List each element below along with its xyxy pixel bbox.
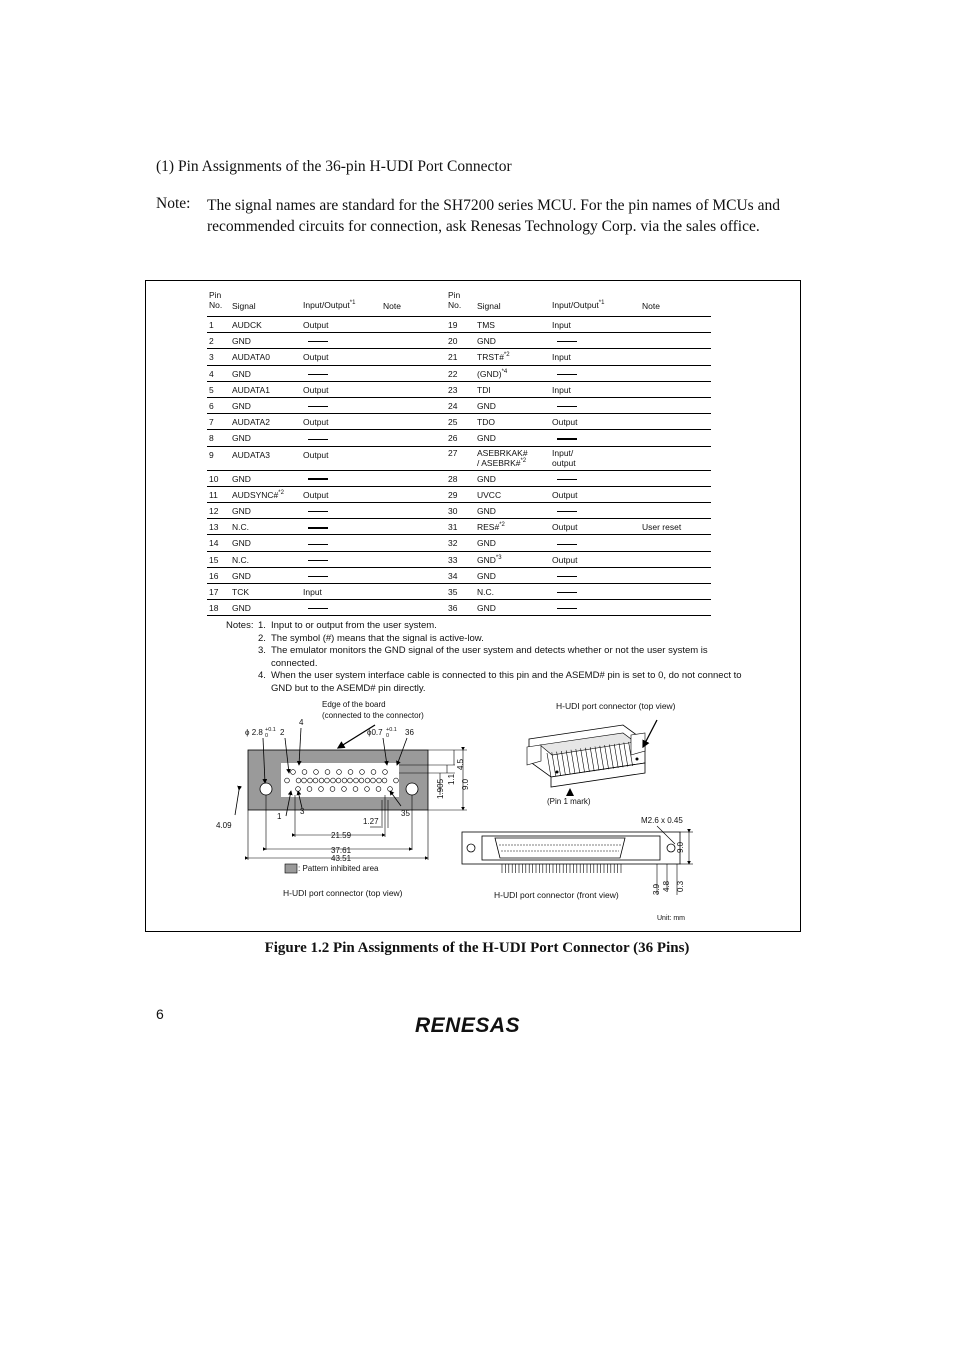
pin-io [557, 538, 577, 548]
pin-hole [360, 770, 365, 775]
pin-io: Output [303, 417, 329, 428]
pin-number: 29 [448, 489, 458, 500]
pin-number: 22 [448, 368, 458, 379]
pin-signal: RES#$^{*2}$ [477, 522, 505, 533]
pin-number: 31 [448, 522, 458, 533]
pin-io: Input/ output [552, 447, 576, 468]
pin-number: 4 [209, 368, 214, 379]
connector-diagram [145, 695, 801, 930]
pin-io: Output [552, 554, 578, 565]
pin-label-2: 2 [280, 728, 285, 737]
pin-signal: GND [232, 433, 251, 444]
pin-io [308, 571, 328, 581]
pin-signal: GND [477, 401, 496, 411]
table-row [207, 534, 466, 551]
edge-label-1: Edge of the board [322, 700, 386, 709]
pin-signal: TRST#$^{*2}$ [477, 352, 510, 363]
pin-signal: UVCC [477, 489, 502, 500]
pin-io [308, 522, 328, 532]
section-heading: (1) Pin Assignments of the 36-pin H-UDI Port Connector [156, 158, 512, 175]
table-row [207, 518, 466, 535]
pin-signal: GND [232, 570, 251, 581]
pin-number: 36 [448, 603, 458, 614]
pin-signal: GND [477, 506, 496, 516]
dim-4-5: 4.5 [456, 758, 465, 770]
note-item-1 [226, 620, 746, 633]
table-row [207, 583, 466, 600]
front-hole-right [667, 844, 675, 852]
pin-hole [285, 778, 290, 783]
pin-signal: GND [232, 473, 251, 484]
pin-io: Input [303, 587, 322, 597]
pin-signal: GND [232, 336, 251, 347]
pin-hole [382, 778, 387, 783]
table-row [446, 446, 711, 471]
pin-hole [371, 770, 376, 775]
pin-io: Output [303, 352, 329, 363]
table-row [207, 365, 466, 382]
front-hole-left [467, 844, 475, 852]
header-signal: Signal [477, 301, 501, 311]
pin-hole [376, 787, 381, 792]
pin-hole-diameter: ϕ0.7 [367, 728, 383, 737]
pin-label-36: 36 [405, 728, 414, 737]
dim-43-51: 43.51 [331, 854, 352, 863]
pin-io: Output [303, 384, 329, 395]
note-label: Note: [156, 195, 191, 212]
note-text-1: Input to or output from the user system. [271, 620, 437, 631]
pin-hole [319, 787, 324, 792]
front-dim-3-9: 3.9 [652, 883, 661, 895]
pin-signal: GND [477, 433, 496, 444]
pin-number: 7 [209, 417, 214, 428]
table-row [446, 534, 711, 551]
pin-label-1: 1 [277, 812, 282, 821]
front-dim-9-0: 9.0 [676, 841, 685, 853]
pin-number: 25 [448, 417, 458, 428]
note-item-4 [226, 670, 746, 695]
note-num: 3. [258, 645, 266, 656]
pin-io: Input [552, 384, 571, 395]
pin-signal: (GND)$^{*4}$ [477, 368, 508, 379]
pin-signal: GND [232, 538, 251, 549]
legend-label: : Pattern inhibited area [298, 864, 379, 873]
pin-number: 13 [209, 522, 219, 533]
pin-label-3: 3 [300, 807, 305, 816]
pin-number: 1 [209, 320, 214, 330]
table-row [446, 551, 711, 568]
pin-number: 17 [209, 587, 219, 597]
pin-hole [371, 778, 376, 783]
pin-io [557, 506, 577, 516]
pin-hole [383, 770, 388, 775]
pin-io [308, 538, 328, 548]
table-row [446, 470, 711, 487]
pin-signal: AUDATA1 [232, 384, 270, 395]
pin-signal: TDO [477, 417, 495, 428]
table-row [446, 486, 711, 503]
renesas-logo: RENESAS [415, 1014, 521, 1037]
table-row [207, 413, 466, 430]
pin-signal: GND$^{*3}$ [477, 554, 502, 565]
pin-hole [296, 787, 301, 792]
pin-signal: TCK [232, 587, 249, 597]
table-row [207, 397, 466, 414]
iso-caption: H-UDI port connector (top view) [556, 701, 676, 711]
table-row [207, 502, 466, 519]
table-row [446, 365, 711, 382]
pin-signal: TDI [477, 384, 491, 395]
dim-9-0: 9.0 [461, 778, 470, 790]
edge-label-2: (connected to the connector) [322, 711, 424, 720]
pin-io [308, 603, 328, 613]
pin-hole [308, 778, 313, 783]
pin-hole [388, 787, 393, 792]
pin-number: 21 [448, 352, 458, 363]
header-note: Note [642, 301, 660, 311]
pin-number: 27 [448, 447, 458, 458]
pin-io [557, 433, 577, 443]
pin-number: 8 [209, 433, 214, 444]
pin-hole [325, 770, 330, 775]
header-pin: Pin No. [209, 290, 223, 310]
header-io: Input/Output$^{*1}$ [552, 300, 605, 310]
pin-signal: GND [477, 538, 496, 549]
mount-hole-right [406, 783, 418, 795]
pin-io [308, 433, 328, 443]
pin-io [557, 401, 577, 411]
table-row [446, 332, 711, 349]
table-row [207, 470, 466, 487]
pin-number: 35 [448, 587, 458, 597]
pin-signal: GND [232, 401, 251, 411]
pin1-mark-label: (Pin 1 mark) [547, 797, 591, 806]
pin-signal: GND [477, 473, 496, 484]
pin-number: 30 [448, 506, 458, 516]
table-row [207, 486, 466, 503]
table-row [207, 381, 466, 398]
pin-io [557, 369, 577, 379]
pin-io [308, 474, 328, 484]
table-row [207, 446, 466, 471]
pin-io [557, 474, 577, 484]
pin-hole [302, 770, 307, 775]
pin-note: User reset [642, 522, 682, 533]
pin-number: 34 [448, 570, 458, 581]
pin-io: Output [303, 449, 329, 460]
pin-hole [342, 778, 347, 783]
pin-number: 28 [448, 473, 458, 484]
pin-number: 3 [209, 352, 214, 363]
pin-signal: N.C. [477, 587, 494, 597]
table-row [446, 413, 711, 430]
pin-number: 15 [209, 554, 219, 565]
pin-hole [377, 778, 382, 783]
notes-label: Notes: [226, 620, 254, 631]
pin-hole [314, 770, 319, 775]
pin-io [308, 336, 328, 346]
pin-hole [359, 778, 364, 783]
pin-signal: GND [477, 570, 496, 581]
pin-io: Input [552, 352, 571, 363]
note-num: 1. [258, 620, 266, 631]
pin-signal: N.C. [232, 522, 249, 533]
table-row [207, 599, 466, 616]
dim-4-09: 4.09 [216, 821, 232, 830]
legend-swatch [285, 864, 297, 873]
table-row [446, 381, 711, 398]
front-dim-0-3: 0.3 [676, 880, 685, 892]
hole-diameter: ϕ 2.8 [245, 728, 263, 737]
pin-hole [348, 770, 353, 775]
pin-number: 32 [448, 538, 458, 549]
pin1-mark-arrow [566, 788, 574, 796]
pin-number: 20 [448, 336, 458, 347]
pin-number: 5 [209, 384, 214, 395]
pin-hole [353, 787, 358, 792]
pin-number: 33 [448, 554, 458, 565]
pin-tolerance-top: +0.1 [386, 727, 397, 733]
connector-front-view [462, 816, 693, 922]
table-header [446, 287, 711, 317]
note-num: 4. [258, 670, 266, 681]
table-row [446, 583, 711, 600]
pin-signal: N.C. [232, 554, 249, 565]
table-row [207, 332, 466, 349]
page-number: 6 [156, 1006, 164, 1022]
pin-number: 14 [209, 538, 219, 549]
table-row [446, 567, 711, 584]
pin-signal: TMS [477, 320, 495, 330]
pin-io: Output [303, 320, 329, 330]
pin-io [308, 506, 328, 516]
pin-signal: AUDATA3 [232, 449, 270, 460]
pin-io: Output [552, 489, 578, 500]
header-note: Note [383, 301, 401, 311]
pin-signal: AUDATA2 [232, 417, 270, 428]
pin-io [308, 369, 328, 379]
table-row [207, 567, 466, 584]
table-row [207, 551, 466, 568]
table-notes [226, 620, 746, 695]
pin-io [308, 401, 328, 411]
pin-number: 12 [209, 506, 219, 516]
pin-hole [319, 778, 324, 783]
header-signal: Signal [232, 301, 256, 311]
pin-io: Input [552, 320, 571, 330]
pin-hole [325, 778, 330, 783]
pin-io [308, 555, 328, 565]
pin-number: 11 [209, 489, 218, 500]
table-row [446, 397, 711, 414]
pin-signal: GND [477, 603, 496, 614]
note-text: The signal names are standard for the SH7200 series MCU. For the pin names of MCUs and recommended circuits for connection, ask Renesas Technology Corp. via the sales office. [207, 197, 780, 235]
note-item-2 [226, 633, 746, 646]
pin-io [557, 603, 577, 613]
dim-37-61: 37.61 [331, 846, 352, 855]
unit-label: Unit: mm [657, 915, 685, 922]
table-row [207, 316, 466, 333]
note-num: 2. [258, 632, 266, 644]
pin-signal: AUDCK [232, 320, 262, 330]
note-text-3: The emulator monitors the GND signal of the user system and detects whether or not the user system is connected. [271, 645, 708, 669]
pin-hole [336, 778, 341, 783]
pin-signal: GND [232, 368, 251, 379]
table-row [207, 429, 466, 446]
pin-hole [313, 778, 318, 783]
table-row [446, 502, 711, 519]
pin-io: Output [303, 489, 329, 500]
mount-hole-left [260, 783, 272, 795]
screw-spec: M2.6 x 0.45 [641, 816, 683, 825]
pin-number: 23 [448, 384, 458, 395]
table-row [207, 348, 466, 365]
pin-label-4: 4 [299, 718, 304, 727]
pin-hole [337, 770, 342, 775]
pin-number: 2 [209, 336, 214, 347]
dim-1-1: 1.1 [447, 773, 456, 785]
pin-io [557, 571, 577, 581]
pin-number: 16 [209, 570, 219, 581]
dim-1-27: 1.27 [363, 817, 379, 826]
pin-io [557, 587, 577, 597]
pin-hole [365, 787, 370, 792]
hole-tolerance-top: +0.1 [265, 727, 276, 733]
pin-io: Output [552, 522, 578, 533]
pin-number: 6 [209, 401, 214, 411]
pin-hole [296, 778, 301, 783]
pin-hole [331, 778, 336, 783]
connector-isometric-view [527, 701, 676, 806]
table-row [446, 518, 711, 535]
hole-tolerance-bottom: 0 [265, 733, 269, 739]
pin-hole [330, 787, 335, 792]
front-view-caption: H-UDI port connector (front view) [494, 890, 619, 900]
pin-signal: GND [232, 506, 251, 516]
pin-number: 26 [448, 433, 458, 444]
table-header [207, 287, 466, 317]
table-row [446, 599, 711, 616]
front-dim-4-8: 4.8 [662, 880, 671, 892]
header-pin: Pin No. [448, 290, 462, 310]
pin-number: 18 [209, 603, 219, 614]
pin-tolerance-bottom: 0 [386, 733, 390, 739]
top-view-caption: H-UDI port connector (top view) [283, 888, 403, 898]
pin-number: 24 [448, 401, 458, 411]
note-text-2: The symbol (#) means that the signal is active-low. [271, 632, 484, 644]
pin-hole [354, 778, 359, 783]
pin-signal: AUDATA0 [232, 352, 270, 363]
pin-number: 10 [209, 473, 219, 484]
pin-number: 9 [209, 449, 214, 460]
pin-hole [365, 778, 370, 783]
pin-hole [291, 770, 296, 775]
dim-1-905: 1.905 [436, 778, 445, 799]
note-item-3 [226, 645, 746, 670]
pin-signal: AUDSYNC#$^{*2}$ [232, 489, 284, 500]
pin-signal: GND [232, 603, 251, 614]
header-io: Input/Output$^{*1}$ [303, 300, 356, 310]
pin-hole [342, 787, 347, 792]
pin-hole [394, 778, 399, 783]
pin-hole [348, 778, 353, 783]
pin-signal: ASEBRKAK# / ASEBRK#$^{*2}$ [477, 447, 528, 468]
pin-label-35: 35 [401, 809, 410, 818]
figure-caption: Figure 1.2 Pin Assignments of the H-UDI Port Connector (36 Pins) [264, 940, 690, 956]
dim-21-59: 21.59 [331, 831, 352, 840]
table-row [446, 429, 711, 446]
table-row [446, 348, 711, 365]
pin-io [557, 336, 577, 346]
pin-number: 19 [448, 320, 458, 330]
table-row [446, 316, 711, 333]
pin-io: Output [552, 417, 578, 428]
pin-signal: GND [477, 336, 496, 347]
pin-hole [307, 787, 312, 792]
footprint-top-view [216, 700, 470, 898]
pin-hole [302, 778, 307, 783]
note-text-4: When the user system interface cable is connected to this pin and the ASEMD# pin is set to 0, do not connect to GND but to the ASEMD# pin directly. [271, 670, 742, 694]
